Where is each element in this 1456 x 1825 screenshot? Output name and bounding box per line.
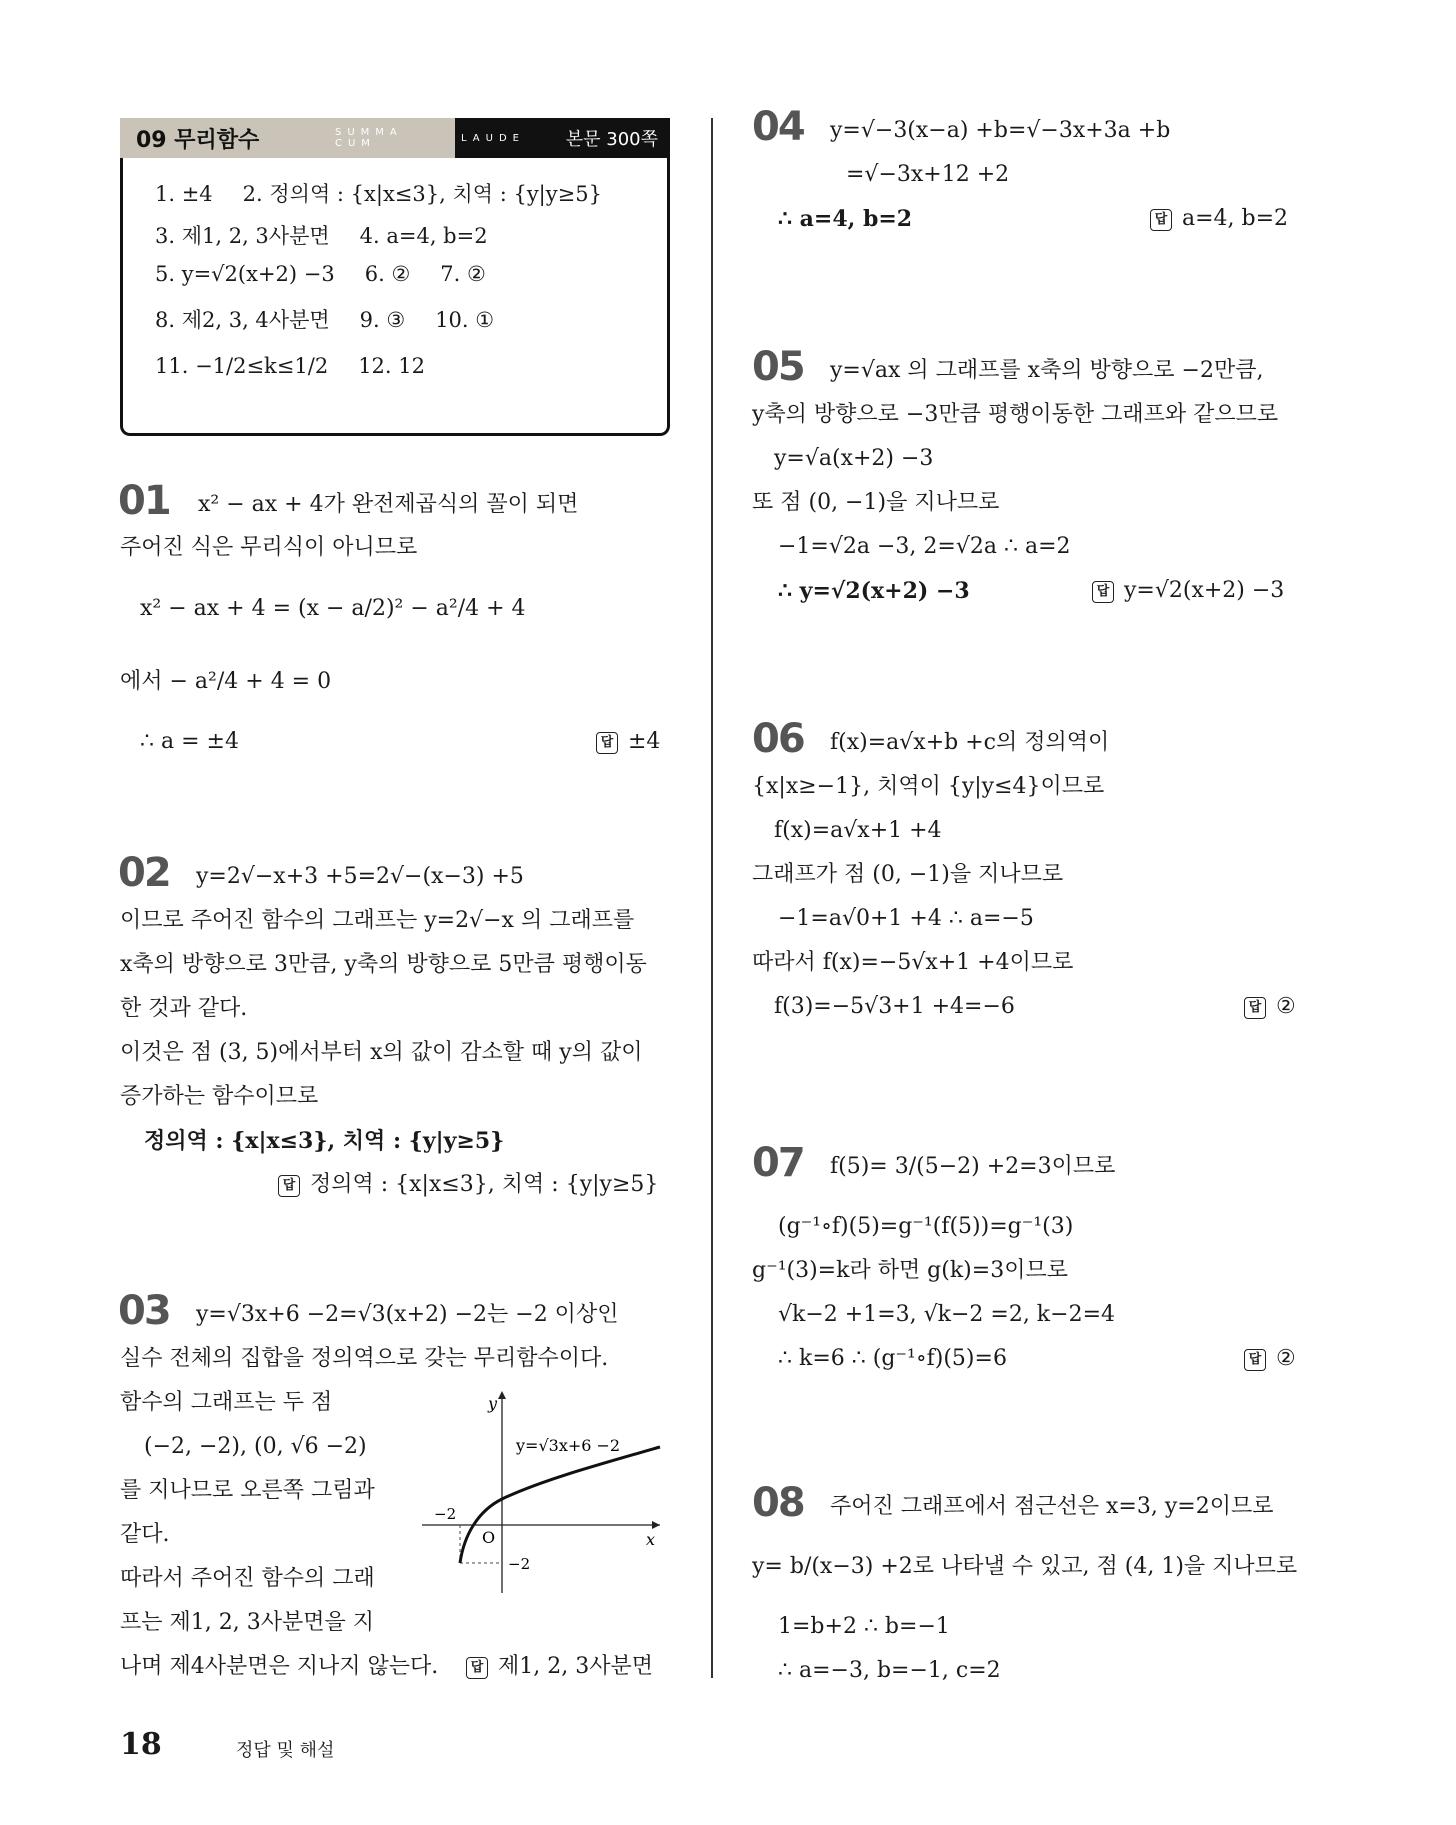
answer-03: 답 제1, 2, 3사분면 bbox=[466, 1652, 653, 1682]
solution-line: (−2, −2), (0, √6 −2) bbox=[144, 1434, 367, 1459]
chapter-title: 09 무리함수 bbox=[120, 118, 335, 158]
solution-line: 따라서 f(x)=−5√x+1 +4이므로 bbox=[752, 950, 1074, 975]
page-number: 18 bbox=[120, 1727, 162, 1762]
solution-line: −1=√2a −3, 2=√2a ∴ a=2 bbox=[778, 534, 1071, 559]
answer-summary-box bbox=[120, 118, 670, 436]
sqrt-function-graph bbox=[420, 1385, 665, 1595]
solution-line: 증가하는 함수이므로 bbox=[120, 1084, 319, 1109]
problem-number-03: 03 bbox=[118, 1288, 170, 1334]
solution-line: y=2√−x+3 +5=2√−(x−3) +5 bbox=[196, 864, 524, 889]
solution-line: 프는 제1, 2, 3사분면을 지 bbox=[120, 1610, 374, 1635]
solution-line: f(x)=a√x+b +c의 정의역이 bbox=[830, 730, 1110, 755]
x-axis-arrow-icon bbox=[652, 1521, 660, 1529]
answer-06: 답 ② bbox=[1244, 992, 1296, 1022]
solution-line: x² − ax + 4가 완전제곱식의 꼴이 되면 bbox=[198, 492, 579, 517]
problem-number-08: 08 bbox=[752, 1480, 804, 1526]
solution-line: x² − ax + 4 = (x − a/2)² − a²/4 + 4 bbox=[140, 596, 526, 621]
answer-badge: 답 bbox=[278, 1175, 300, 1197]
solution-line: y=√−3(x−a) +b=√−3x+3a +b bbox=[830, 118, 1171, 143]
solution-line: 따라서 주어진 함수의 그래 bbox=[120, 1566, 375, 1591]
solution-line: 주어진 그래프에서 점근선은 x=3, y=2이므로 bbox=[830, 1494, 1274, 1519]
answer-row: 11. −1/2≤k≤1/2 12. 12 bbox=[155, 354, 425, 378]
solution-line: y=√ax 의 그래프를 x축의 방향으로 −2만큼, bbox=[830, 358, 1264, 383]
origin-label: O bbox=[482, 1528, 496, 1547]
solution-line: 이것은 점 (3, 5)에서부터 x의 값이 감소할 때 y의 값이 bbox=[120, 1040, 643, 1065]
solution-line: x축의 방향으로 3만큼, y축의 방향으로 5만큼 평행이동 bbox=[120, 952, 647, 977]
y-minus-2-label: −2 bbox=[508, 1555, 531, 1573]
solution-line: 나며 제4사분면은 지나지 않는다. bbox=[120, 1654, 439, 1679]
answer-badge: 답 bbox=[1244, 1349, 1266, 1371]
brand-left: SUMMA CUM bbox=[335, 118, 455, 158]
problem-number-02: 02 bbox=[118, 850, 170, 896]
solution-line: ∴ y=√2(x+2) −3 bbox=[778, 578, 970, 604]
solution-line: y축의 방향으로 −3만큼 평행이동한 그래프와 같으므로 bbox=[752, 402, 1279, 427]
x-axis-label: x bbox=[646, 1530, 656, 1549]
answer-07: 답 ② bbox=[1244, 1344, 1296, 1374]
solution-line: ∴ a=4, b=2 bbox=[778, 206, 913, 232]
answer-row: 1. ±4 2. 정의역 : {x|x≤3}, 치역 : {y|y≥5} bbox=[155, 182, 602, 206]
solution-line: {x|x≥−1}, 치역이 {y|y≤4}이므로 bbox=[752, 774, 1105, 799]
solution-line: f(x)=a√x+1 +4 bbox=[774, 818, 942, 843]
answer-02: 답 정의역 : {x|x≤3}, 치역 : {y|y≥5} bbox=[278, 1170, 658, 1200]
solution-line: 정의역 : {x|x≤3}, 치역 : {y|y≥5} bbox=[144, 1128, 505, 1154]
x-minus-2-label: −2 bbox=[434, 1505, 457, 1523]
solution-line: 한 것과 같다. bbox=[120, 996, 248, 1021]
brand-right: LAUDE bbox=[461, 132, 525, 144]
solution-line: −1=a√0+1 +4 ∴ a=−5 bbox=[778, 906, 1034, 931]
problem-number-01: 01 bbox=[118, 478, 170, 524]
footer-title: 정답 및 해설 bbox=[236, 1740, 335, 1761]
solution-line: (g⁻¹∘f)(5)=g⁻¹(f(5))=g⁻¹(3) bbox=[778, 1214, 1074, 1239]
solution-line: 를 지나므로 오른쪽 그림과 bbox=[120, 1478, 375, 1503]
problem-number-04: 04 bbox=[752, 104, 804, 150]
answer-row: 3. 제1, 2, 3사분면 4. a=4, b=2 bbox=[155, 224, 488, 248]
answer-badge: 답 bbox=[1150, 209, 1172, 231]
answer-row: 8. 제2, 3, 4사분면 9. ③ 10. ① bbox=[155, 308, 495, 332]
solution-line: =√−3x+12 +2 bbox=[846, 162, 1010, 187]
solution-line: y=√a(x+2) −3 bbox=[774, 446, 934, 471]
y-axis-label: y bbox=[488, 1394, 498, 1413]
solution-line: y= b/(x−3) +2로 나타낼 수 있고, 점 (4, 1)을 지나므로 bbox=[752, 1554, 1298, 1579]
solution-line: 또 점 (0, −1)을 지나므로 bbox=[752, 490, 1000, 515]
answer-box-header bbox=[120, 118, 670, 158]
solution-line: ∴ k=6 ∴ (g⁻¹∘f)(5)=6 bbox=[778, 1346, 1007, 1371]
solution-line: ∴ a = ±4 bbox=[140, 729, 239, 754]
answer-badge: 답 bbox=[466, 1657, 488, 1679]
answer-05: 답 y=√2(x+2) −3 bbox=[1092, 576, 1284, 606]
problem-number-07: 07 bbox=[752, 1140, 804, 1186]
solution-line: 에서 − a²/4 + 4 = 0 bbox=[120, 669, 332, 694]
solution-line: 이므로 주어진 함수의 그래프는 y=2√−x 의 그래프를 bbox=[120, 908, 635, 933]
column-divider bbox=[711, 118, 713, 1678]
solution-line: y=√3x+6 −2=√3(x+2) −2는 −2 이상인 bbox=[196, 1302, 619, 1327]
solution-line: 1=b+2 ∴ b=−1 bbox=[778, 1614, 950, 1639]
solution-line: 주어진 식은 무리식이 아니므로 bbox=[120, 535, 418, 560]
problem-number-05: 05 bbox=[752, 344, 804, 390]
solution-line: √k−2 +1=3, √k−2 =2, k−2=4 bbox=[778, 1302, 1116, 1327]
solution-line: g⁻¹(3)=k라 하면 g(k)=3이므로 bbox=[752, 1258, 1068, 1283]
answer-04: 답 a=4, b=2 bbox=[1150, 204, 1288, 234]
solution-line: 그래프가 점 (0, −1)을 지나므로 bbox=[752, 862, 1064, 887]
answer-01: 답 ±4 bbox=[596, 727, 660, 757]
solution-line: ∴ a=−3, b=−1, c=2 bbox=[778, 1658, 1001, 1683]
curve-label: y=√3x+6 −2 bbox=[516, 1436, 621, 1455]
solution-line: 같다. bbox=[120, 1522, 170, 1547]
answer-badge: 답 bbox=[1244, 997, 1266, 1019]
problem-number-06: 06 bbox=[752, 716, 804, 762]
page-reference: 본문 300쪽 bbox=[565, 129, 658, 150]
answer-badge: 답 bbox=[1092, 581, 1114, 603]
solution-line: 실수 전체의 집합을 정의역으로 갖는 무리함수이다. bbox=[120, 1346, 609, 1371]
solution-line: 함수의 그래프는 두 점 bbox=[120, 1390, 333, 1415]
solution-line: f(5)= 3/(5−2) +2=3이므로 bbox=[830, 1154, 1116, 1179]
y-axis-arrow-icon bbox=[498, 1391, 506, 1399]
answer-badge: 답 bbox=[596, 732, 618, 754]
answer-row: 5. y=√2(x+2) −3 6. ② 7. ② bbox=[155, 262, 486, 286]
solution-line: f(3)=−5√3+1 +4=−6 bbox=[774, 994, 1015, 1019]
